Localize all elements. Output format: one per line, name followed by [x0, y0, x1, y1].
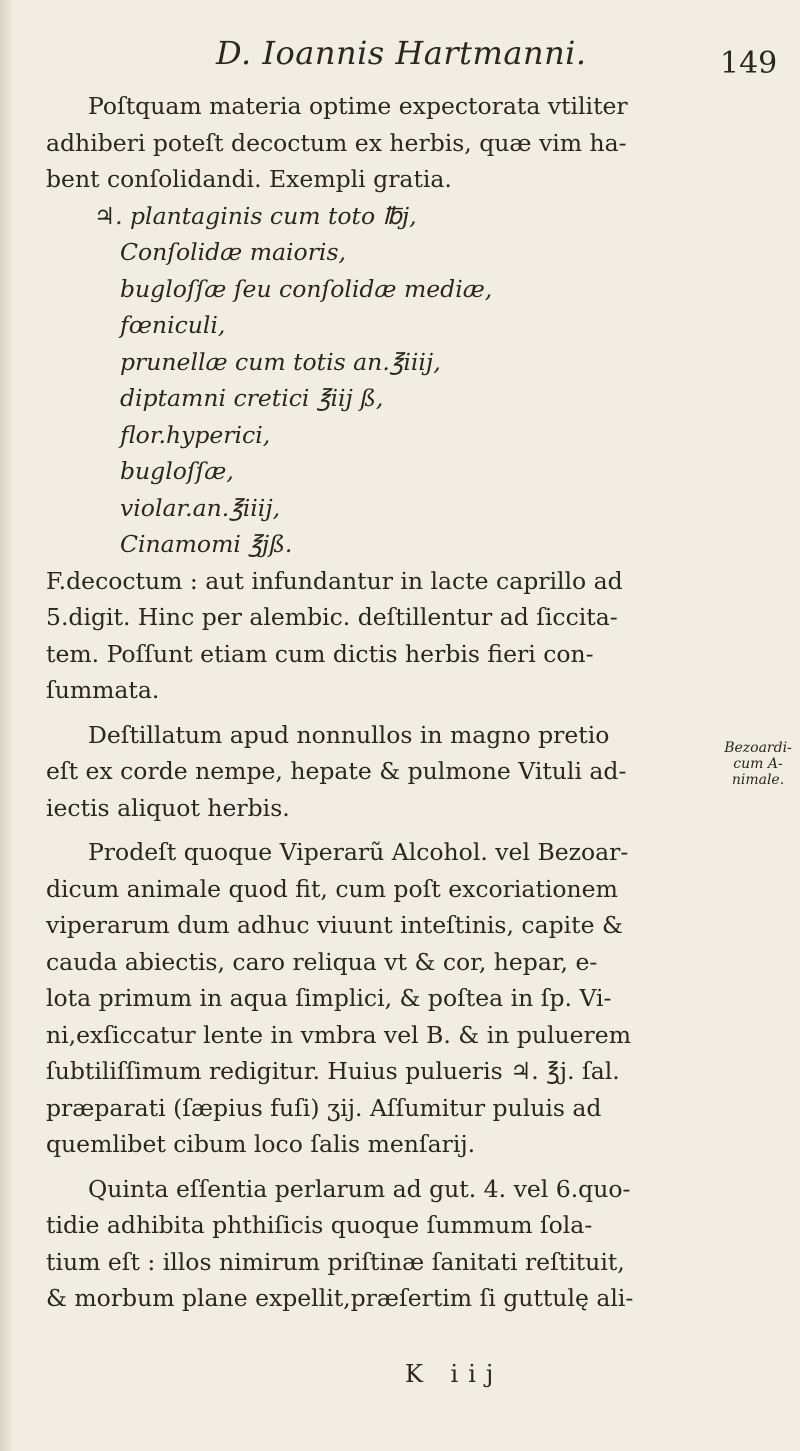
text-line: præparati (ſæpius fuſi) ʒij. Aſſumitur puluis ad [46, 1093, 602, 1122]
marginal-note-line: nimale. [731, 772, 785, 788]
page-binding-edge [0, 0, 12, 1451]
text-line: quemlibet cibum loco ſalis menſarij. [46, 1130, 476, 1158]
recipe-item: ♃. plantaginis cum toto ℔j, [94, 201, 417, 230]
paragraph-gap [46, 826, 746, 834]
paragraph-decoction [46, 563, 746, 709]
text-line: lota primum in aqua ſimplici, & poſtea in ſp. Vi- [46, 984, 612, 1012]
text-line: tidie adhibita phthiſicis quoque ſummum ſola- [46, 1211, 593, 1239]
recipe-item: violar.an.℥iiij, [120, 493, 281, 522]
text-line: ſubtiliſſimum redigitur. Huius pulueris ♃. ℥j. ſal. [46, 1057, 620, 1085]
text-line: Poſtquam materia optime expectorata vtiliter [88, 92, 628, 120]
text-line: Quinta eſſentia perlarum ad gut. 4. vel 6.quo- [88, 1174, 631, 1203]
text-line: 5.digit. Hinc per alembic. deſtillentur ad ſiccita- [46, 603, 618, 631]
marginal-note-line: Bezoardi- [724, 740, 792, 756]
recipe-item: bugloſſæ, [120, 457, 234, 485]
text-line: iectis aliquot herbis. [46, 793, 290, 822]
text-line: eſt ex corde nempe, hepate & pulmone Vituli ad- [46, 757, 627, 785]
paragraph-bezoardicum [46, 834, 746, 1163]
paragraph-intro [46, 88, 746, 198]
text-line: F.decoctum : aut infundantur in lacte caprillo ad [46, 566, 623, 595]
recipe-item: diptamni cretici ℥iij ß, [120, 384, 384, 412]
signature-mark: K iij [405, 1360, 504, 1388]
text-line: ni,exſiccatur lente in vmbra vel B. & in puluerem [46, 1020, 631, 1049]
page-number: 149 [720, 46, 778, 81]
paragraph-gap [46, 1163, 746, 1171]
paragraph-destillatum [46, 717, 746, 827]
text-line: ſummata. [46, 676, 160, 704]
recipe-item: bugloſſæ ſeu conſolidæ mediæ, [120, 274, 493, 303]
text-line: tem. Poſſunt etiam cum dictis herbis fieri con- [46, 639, 594, 668]
recipe-item: flor.hyperici, [120, 420, 271, 449]
text-line: & morbum plane expellit,præſertim ſi guttulę ali- [46, 1284, 634, 1312]
text-line: Prodeſt quoque Viperarũ Alcohol. vel Bezoar- [88, 838, 629, 866]
text-line: tium eſt : illos nimirum priſtinæ ſanitati reſtituit, [46, 1247, 625, 1276]
recipe-item: Conſolidæ maioris, [120, 238, 346, 266]
recipe-item: fœniculi, [120, 311, 226, 339]
recipe-list [46, 198, 746, 563]
text-line: dicum animale quod fit, cum poſt excoriationem [46, 874, 618, 903]
text-line: cauda abiectis, caro reliqua vt & cor, hepar, e- [46, 947, 598, 976]
text-line: Deſtillatum apud nonnullos in magno pretio [88, 720, 610, 749]
marginal-note-line: cum A- [733, 756, 783, 772]
paragraph-quinta-essentia [46, 1171, 746, 1317]
page-header [0, 34, 800, 82]
recipe-item: prunellæ cum totis an.℥iiij, [120, 347, 441, 376]
marginal-note [716, 740, 800, 788]
text-line: bent conſolidandi. Exempli gratia. [46, 165, 452, 193]
paragraph-gap [46, 709, 746, 717]
recipe-item: Cinamomi ℥jß. [120, 530, 293, 558]
text-line: viperarum dum adhuc viuunt inteſtinis, capite & [46, 911, 623, 939]
text-line: adhiberi poteſt decoctum ex herbis, quæ vim ha- [46, 128, 627, 157]
running-head: D. Ioannis Hartmanni. [216, 34, 587, 72]
body-text [46, 88, 746, 1317]
